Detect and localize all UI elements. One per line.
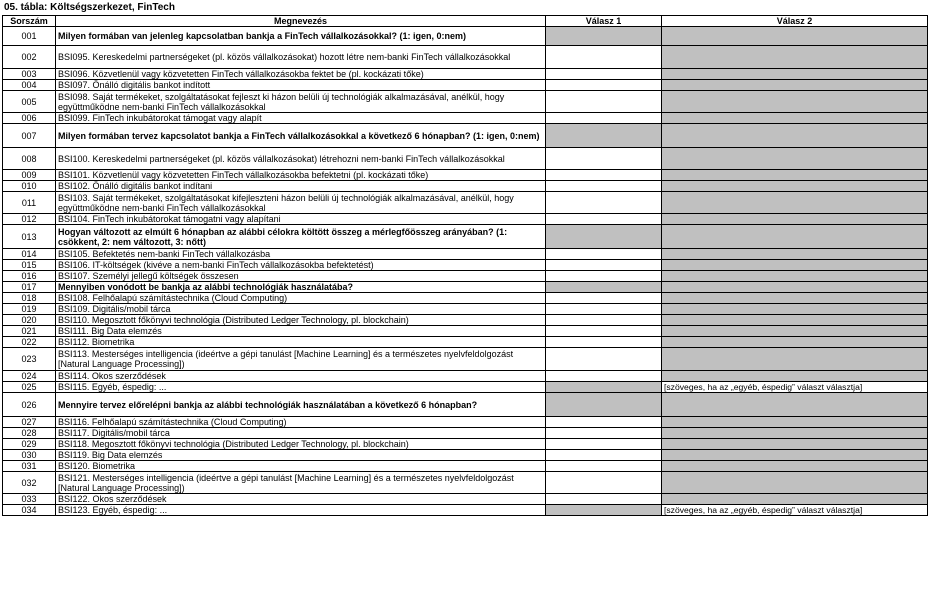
table-row — [3, 337, 928, 348]
row-number: 027 — [3, 417, 56, 428]
table-row — [3, 439, 928, 450]
row-number: 028 — [3, 428, 56, 439]
table-row — [3, 249, 928, 260]
row-number: 021 — [3, 326, 56, 337]
answer1-cell[interactable] — [546, 148, 662, 170]
table-row — [3, 494, 928, 505]
answer2-cell — [662, 148, 928, 170]
row-description: BSI103. Saját termékeket, szolgáltatásokat kifejleszteni házon belüli új technológiák alkalmazásával, anélkül, hogy együttműködne nem-banki FinTech vállalkozásokkal — [56, 192, 546, 214]
row-number: 015 — [3, 260, 56, 271]
table-row — [3, 371, 928, 382]
row-number: 014 — [3, 249, 56, 260]
table-row — [3, 170, 928, 181]
row-description: BSI119. Big Data elemzés — [56, 450, 546, 461]
answer1-cell[interactable] — [546, 214, 662, 225]
answer1-cell — [546, 505, 662, 516]
answer2-cell — [662, 249, 928, 260]
row-number: 010 — [3, 181, 56, 192]
table-row — [3, 326, 928, 337]
header-id: Sorszám — [3, 16, 56, 27]
answer1-cell[interactable] — [546, 46, 662, 69]
row-description: BSI097. Önálló digitális bankot indított — [56, 80, 546, 91]
row-number: 034 — [3, 505, 56, 516]
row-number: 016 — [3, 271, 56, 282]
answer1-cell[interactable] — [546, 371, 662, 382]
row-number: 009 — [3, 170, 56, 181]
row-description: BSI121. Mesterséges intelligencia (ideértve a gépi tanulást [Machine Learning] és a természetes nyelvfeldolgozást [Natural Language Processing]) — [56, 472, 546, 494]
answer1-cell[interactable] — [546, 260, 662, 271]
row-number: 024 — [3, 371, 56, 382]
row-description: BSI108. Felhőalapú számítástechnika (Cloud Computing) — [56, 293, 546, 304]
answer1-cell[interactable] — [546, 461, 662, 472]
answer2-cell — [662, 113, 928, 124]
answer2-cell — [662, 271, 928, 282]
row-number: 031 — [3, 461, 56, 472]
row-description: Hogyan változott az elmúlt 6 hónapban az alábbi célokra költött összeg a mérlegfőösszeg arányában? (1: csökkent, 2: nem változott, 3: nőtt) — [56, 225, 546, 249]
answer1-cell[interactable] — [546, 450, 662, 461]
answer1-cell[interactable] — [546, 304, 662, 315]
row-number: 030 — [3, 450, 56, 461]
answer2-cell — [662, 192, 928, 214]
table-row — [3, 382, 928, 393]
table-row — [3, 80, 928, 91]
answer2-cell — [662, 170, 928, 181]
answer2-cell — [662, 315, 928, 326]
table-row — [3, 348, 928, 371]
answer2-cell — [662, 293, 928, 304]
row-number: 017 — [3, 282, 56, 293]
answer2-cell — [662, 450, 928, 461]
row-description: BSI115. Egyéb, éspedig: ... — [56, 382, 546, 393]
row-description: BSI120. Biometrika — [56, 461, 546, 472]
answer1-cell[interactable] — [546, 337, 662, 348]
answer2-cell — [662, 337, 928, 348]
table-row — [3, 113, 928, 124]
answer2-cell — [662, 69, 928, 80]
table-row — [3, 260, 928, 271]
table-row — [3, 192, 928, 214]
row-number: 003 — [3, 69, 56, 80]
table-row — [3, 225, 928, 249]
row-number: 025 — [3, 382, 56, 393]
table-row — [3, 461, 928, 472]
row-description: BSI118. Megosztott főkönyvi technológia (Distributed Ledger Technology, pl. blockchain) — [56, 439, 546, 450]
answer1-cell — [546, 382, 662, 393]
row-description: BSI111. Big Data elemzés — [56, 326, 546, 337]
row-number: 012 — [3, 214, 56, 225]
table-row — [3, 428, 928, 439]
row-description: Milyen formában tervez kapcsolatot bankja a FinTech vállalkozásokkal a következő 6 hónapban? (1: igen, 0:nem) — [56, 124, 546, 148]
row-description: Mennyire tervez előrelépni bankja az alábbi technológiák használatában a következő 6 hónapban? — [56, 393, 546, 417]
answer1-cell[interactable] — [546, 428, 662, 439]
answer1-cell[interactable] — [546, 348, 662, 371]
row-description: BSI123. Egyéb, éspedig: ... — [56, 505, 546, 516]
table-row — [3, 214, 928, 225]
row-number: 020 — [3, 315, 56, 326]
answer1-cell — [546, 393, 662, 417]
answer2-cell[interactable] — [662, 382, 928, 393]
answer1-cell[interactable] — [546, 326, 662, 337]
table-row — [3, 315, 928, 326]
row-number: 033 — [3, 494, 56, 505]
row-description: BSI117. Digitális/mobil tárca — [56, 428, 546, 439]
row-description: BSI099. FinTech inkubátorokat támogat vagy alapít — [56, 113, 546, 124]
answer1-cell[interactable] — [546, 417, 662, 428]
answer2-cell — [662, 494, 928, 505]
row-description: BSI116. Felhőalapú számítástechnika (Cloud Computing) — [56, 417, 546, 428]
table-row — [3, 124, 928, 148]
answer2-cell — [662, 27, 928, 46]
table-row — [3, 181, 928, 192]
row-description: BSI114. Okos szerződések — [56, 371, 546, 382]
answer2-cell — [662, 393, 928, 417]
table-row — [3, 282, 928, 293]
row-number: 013 — [3, 225, 56, 249]
answer1-cell — [546, 282, 662, 293]
table-row — [3, 271, 928, 282]
header-row — [3, 16, 928, 27]
table-row — [3, 293, 928, 304]
row-number: 022 — [3, 337, 56, 348]
answer2-cell — [662, 225, 928, 249]
free-text-note: [szöveges, ha az „egyéb, éspedig” választ választja] — [664, 505, 863, 515]
answer2-cell — [662, 282, 928, 293]
row-number: 001 — [3, 27, 56, 46]
row-number: 018 — [3, 293, 56, 304]
row-number: 026 — [3, 393, 56, 417]
answer2-cell — [662, 214, 928, 225]
row-description: Milyen formában van jelenleg kapcsolatban bankja a FinTech vállalkozásokkal? (1: igen, 0:nem) — [56, 27, 546, 46]
row-description: BSI109. Digitális/mobil tárca — [56, 304, 546, 315]
answer1-cell[interactable] — [546, 192, 662, 214]
answer1-cell[interactable] — [546, 494, 662, 505]
answer2-cell — [662, 124, 928, 148]
row-number: 019 — [3, 304, 56, 315]
answer1-cell[interactable] — [546, 80, 662, 91]
answer1-cell[interactable] — [546, 315, 662, 326]
row-number: 007 — [3, 124, 56, 148]
row-description: BSI110. Megosztott főkönyvi technológia (Distributed Ledger Technology, pl. blockchain) — [56, 315, 546, 326]
row-description: Mennyiben vonódott be bankja az alábbi technológiák használatába? — [56, 282, 546, 293]
answer2-cell — [662, 260, 928, 271]
table-row — [3, 69, 928, 80]
answer2-cell — [662, 439, 928, 450]
answer1-cell — [546, 225, 662, 249]
answer2-cell — [662, 304, 928, 315]
row-description: BSI107. Személyi jellegű költségek összesen — [56, 271, 546, 282]
cost-structure-table — [2, 15, 928, 516]
row-description: BSI122. Okos szerződések — [56, 494, 546, 505]
answer1-cell[interactable] — [546, 91, 662, 113]
answer1-cell[interactable] — [546, 113, 662, 124]
answer1-cell[interactable] — [546, 69, 662, 80]
answer2-cell — [662, 461, 928, 472]
row-number: 008 — [3, 148, 56, 170]
answer1-cell[interactable] — [546, 472, 662, 494]
answer1-cell[interactable] — [546, 181, 662, 192]
answer2-cell — [662, 91, 928, 113]
answer1-cell[interactable] — [546, 271, 662, 282]
answer1-cell[interactable] — [546, 293, 662, 304]
row-description: BSI104. FinTech inkubátorokat támogatni vagy alapítani — [56, 214, 546, 225]
table-row — [3, 304, 928, 315]
table-row — [3, 505, 928, 516]
answer2-cell — [662, 181, 928, 192]
table-row — [3, 148, 928, 170]
answer2-cell — [662, 348, 928, 371]
answer2-cell — [662, 326, 928, 337]
table-row — [3, 417, 928, 428]
table-row — [3, 450, 928, 461]
header-answer2: Válasz 2 — [662, 16, 928, 27]
row-number: 005 — [3, 91, 56, 113]
answer1-cell[interactable] — [546, 249, 662, 260]
answer2-cell[interactable] — [662, 505, 928, 516]
table-body — [3, 27, 928, 516]
row-description: BSI102. Önálló digitális bankot indítani — [56, 181, 546, 192]
row-number: 029 — [3, 439, 56, 450]
table-title: 05. tábla: Költségszerkezet, FinTech — [4, 2, 175, 13]
row-description: BSI100. Kereskedelmi partnerségeket (pl. közös vállalkozásokat) létrehozni nem-banki FinTech vállalkozásokkal — [56, 148, 546, 170]
row-description: BSI105. Befektetés nem-banki FinTech vállalkozásba — [56, 249, 546, 260]
row-description: BSI096. Közvetlenül vagy közvetetten FinTech vállalkozásokba fektet be (pl. kockázati tőke) — [56, 69, 546, 80]
answer2-cell — [662, 80, 928, 91]
answer1-cell[interactable] — [546, 439, 662, 450]
answer1-cell — [546, 124, 662, 148]
row-description: BSI113. Mesterséges intelligencia (ideértve a gépi tanulást [Machine Learning] és a természetes nyelvfeldolgozást [Natural Language Processing]) — [56, 348, 546, 371]
row-number: 002 — [3, 46, 56, 69]
answer1-cell[interactable] — [546, 170, 662, 181]
row-number: 004 — [3, 80, 56, 91]
row-description: BSI112. Biometrika — [56, 337, 546, 348]
table-row — [3, 46, 928, 69]
table-row — [3, 91, 928, 113]
answer1-cell — [546, 27, 662, 46]
answer2-cell — [662, 46, 928, 69]
answer2-cell — [662, 417, 928, 428]
row-description: BSI106. IT-költségek (kivéve a nem-banki FinTech vállalkozásokba befektetést) — [56, 260, 546, 271]
table-row — [3, 393, 928, 417]
answer2-cell — [662, 428, 928, 439]
row-number: 006 — [3, 113, 56, 124]
row-description: BSI095. Kereskedelmi partnerségeket (pl. közös vállalkozásokat) hozott létre nem-banki FinTech vállalkozásokkal — [56, 46, 546, 69]
answer2-cell — [662, 371, 928, 382]
free-text-note: [szöveges, ha az „egyéb, éspedig” választ választja] — [664, 382, 863, 392]
answer2-cell — [662, 472, 928, 494]
row-number: 023 — [3, 348, 56, 371]
row-description: BSI101. Közvetlenül vagy közvetetten FinTech vállalkozásokba befektetni (pl. kockázati tőke) — [56, 170, 546, 181]
row-description: BSI098. Saját termékeket, szolgáltatásokat fejleszt ki házon belüli új technológiák alkalmazásával, anélkül, hogy együttműködne nem-banki FinTech vállalkozásokkal — [56, 91, 546, 113]
table-row — [3, 27, 928, 46]
header-name: Megnevezés — [56, 16, 546, 27]
row-number: 011 — [3, 192, 56, 214]
header-answer1: Válasz 1 — [546, 16, 662, 27]
row-number: 032 — [3, 472, 56, 494]
table-row — [3, 472, 928, 494]
